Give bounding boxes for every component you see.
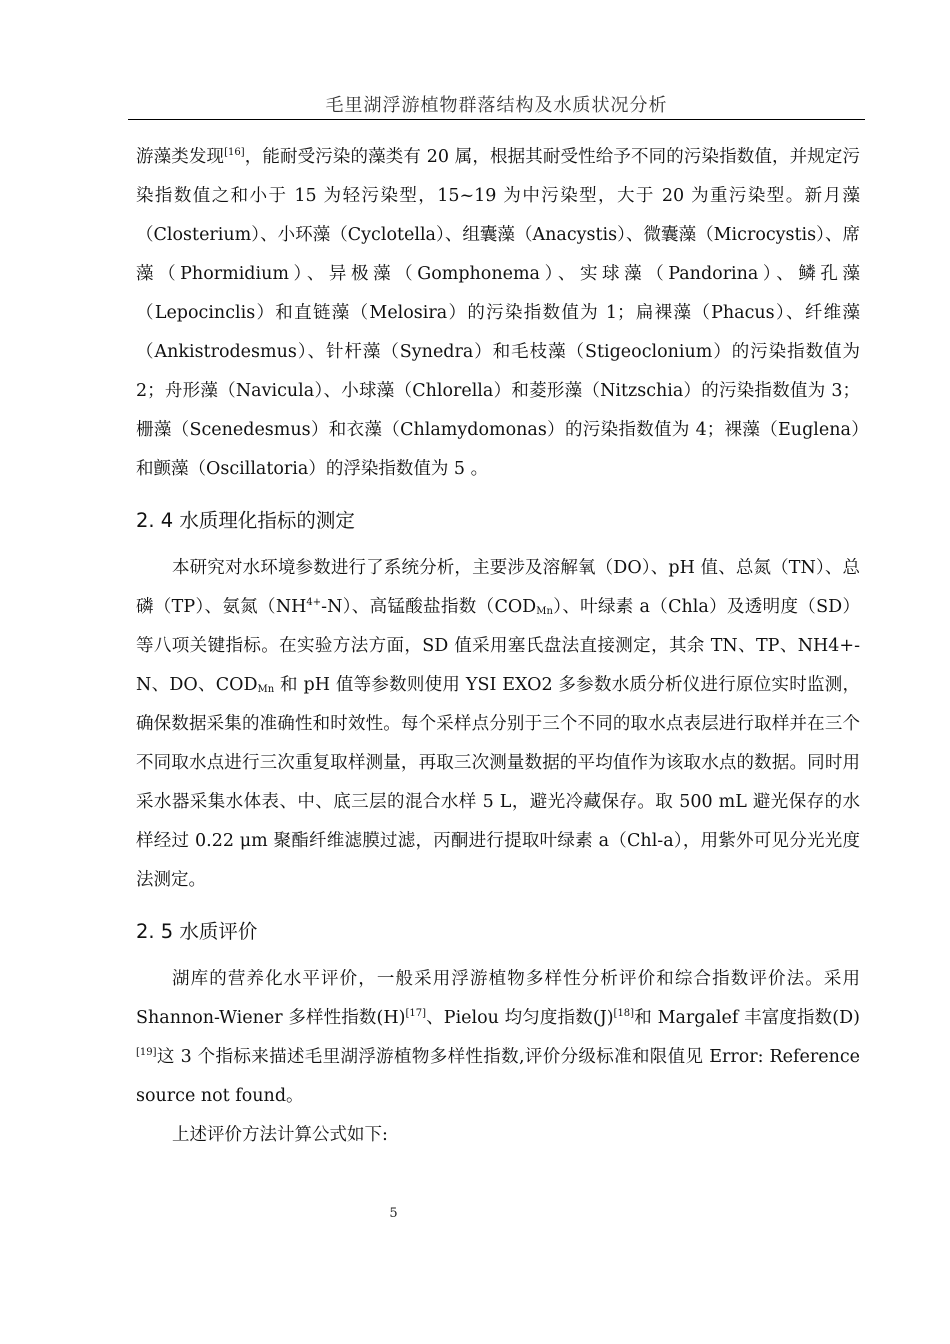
paragraph-formula-intro: 上述评价方法计算公式如下: (172, 1125, 388, 1145)
text-run: ，能耐受污染的藻类有 20 属，根据其耐受性给予不同的污染指数值，并规定污染指数值之和小于 15 为轻污染型，15~19 为中污染型，大于 20 为重污染型。新月藻（Closterium）、小环藻（Cyclotella）、组囊藻（Anacystis）、微囊藻（Microcystis）、席藻（Phormidium）、异极藻（Gomphonema）、实球藻（Pandorina）、鳞孔藻（Lepocinclis）和直链藻（Melosira）的污染指数值为 1；扁裸藻（Phacus）、纤维藻（Ankistrodesmus）、针杆藻（Synedra）和毛枝藻（Stigeoclonium）的污染指数值为 2；舟形藻（Navicula）、小球藻（Chlorella）和菱形藻（Nitzschia）的污染指数值为 3；栅藻（Scenedesmus）和衣藻（Chlamydomonas）的污染指数值为 4；裸藻（Euglena）和颤藻（Oscillatoria）的浮染指数值为 5 。 (136, 147, 860, 479)
subscript: Mn (536, 606, 553, 617)
section-heading-2-4: 2. 4 水质理化指标的测定 (136, 509, 355, 532)
paragraph-pollution-index (136, 138, 860, 489)
text-run: -N）、高锰酸盐指数（COD (321, 597, 537, 617)
citation-ref[interactable]: [16] (224, 147, 245, 158)
running-header: 毛里湖浮游植物群落结构及水质状况分析 (128, 95, 865, 120)
text-run: 、Pielou 均匀度指数(J) (426, 1008, 614, 1028)
section-heading-2-5: 2. 5 水质评价 (136, 920, 258, 943)
text-run: 和 pH 值等参数则使用 YSI EXO2 多参数水质分析仪进行原位实时监测，确保数据采集的准确性和时效性。每个采样点分别于三个不同的取水点表层进行取样并在三个不同取水点进行三次重复取样测量，再取三次测量数据的平均值作为该取水点的数据。同时用采水器采集水体表、中、底三层的混合水样 5 L，避光冷藏保存。取 500 mL 避光保存的水样经过 0.22 μm 聚酯纤维滤膜过滤，丙酮进行提取叶绿素 a（Chl-a），用紫外可见分光光度法测定。 (136, 675, 860, 890)
citation-ref[interactable]: [17] (405, 1008, 427, 1019)
page-body (136, 138, 860, 1155)
text-run: 游藻类发现 (136, 147, 225, 167)
text-run: 湖库的营养化水平评价，一般采用浮游植物多样性分析评价和综合指数评价法。采用 Shannon-Wiener 多样性指数(H) (136, 969, 860, 1028)
citation-ref[interactable]: [18] (613, 1008, 635, 1019)
paragraph-diversity-evaluation (136, 960, 860, 1116)
superscript: 4+ (306, 597, 322, 608)
page-number: 5 (389, 1206, 398, 1221)
citation-ref[interactable]: [19] (136, 1047, 157, 1058)
text-run: 和 Margalef 丰富度指数(D) (634, 1008, 860, 1028)
text-run: ）、叶绿素 a（Chla）及透明度（SD）等八项关键指标。在实验方法方面，SD 值采用塞氏盘法直接测定，其余 TN、TP、NH4+-N、DO、COD (136, 597, 860, 695)
text-run: 本研究对水环境参数进行了系统分析，主要涉及溶解氧（DO）、pH 值、总氮（TN）、总磷（TP）、氨氮（NH (136, 558, 860, 617)
paragraph-water-parameters (136, 549, 860, 900)
text-run: 这 3 个指标来描述毛里湖浮游植物多样性指数,评价分级标准和限值见 Error: Reference source not found。 (136, 1047, 860, 1106)
subscript: Mn (257, 684, 275, 695)
